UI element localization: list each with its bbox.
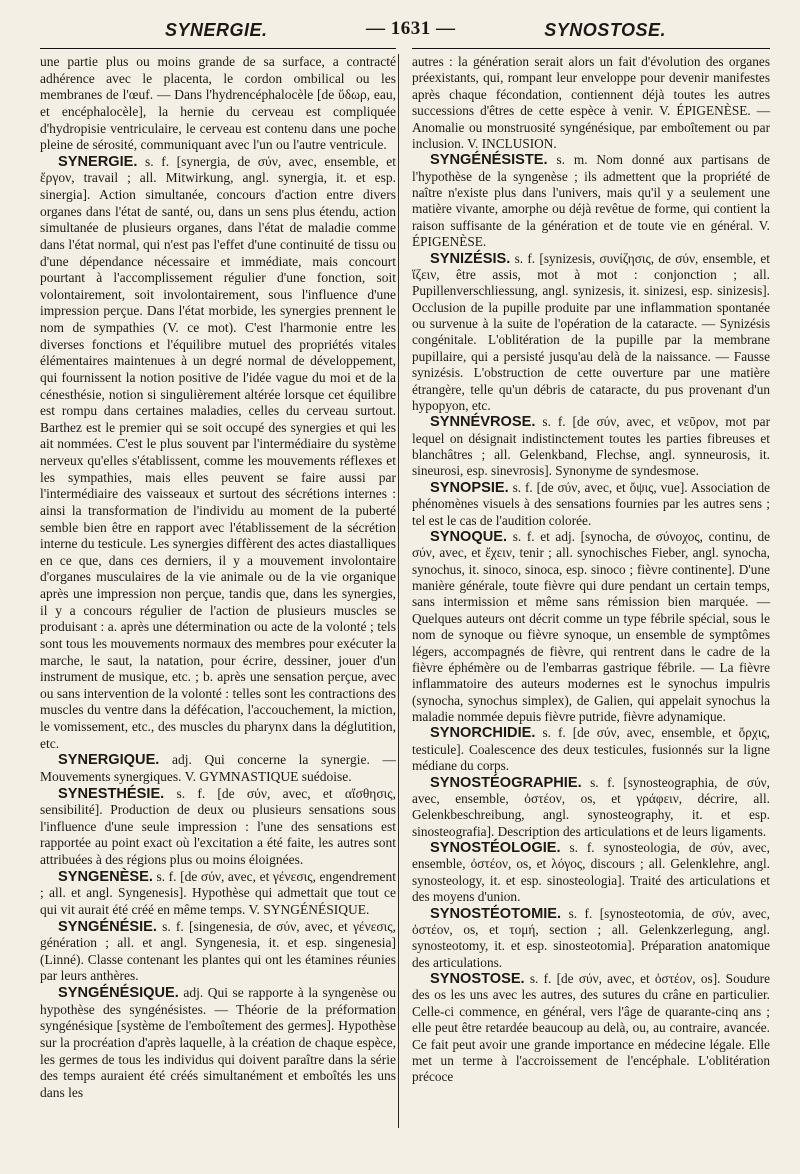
dictionary-entry: [412, 529, 770, 726]
dictionary-entry: [40, 752, 396, 785]
entry-text: s. f. [de σύν, avec, et γένεσις, engendrement ; all. et angl. Syngenesis]. Hypothèse qui admettait que tout ce qui vit aurait été créé en même temps. V. SYNGÉNÉSIQUE.: [40, 868, 396, 917]
entry-text: s. f. synosteologia, de σύν, avec, ensemble, ὀστέον, os, et λόγος, discours ; all. Gelenklehre, angl. synosteology, it. et esp. sinosteologia]. Traité des articulations et des moyens d'union.: [412, 840, 770, 905]
entry-headword: SYNOPSIE.: [430, 479, 509, 496]
column-divider: [398, 54, 399, 1128]
entry-text: s. f. et adj. [synocha, de σύνοχος, continu, de σύν, avec, et ἔχειν, tenir ; all. synochisches Fieber, angl. synocha, synochus, it. sinoco, sinoca, esp. sinoco ; fièvre continente]. D'une manière générale, toute fièvre qui dure pendant un certain temps, sans intermission et même sans rémission bien marquée. — Quelques auteurs ont décrit comme un type fébrile spécial, sous le nom de synoque ou fièvre synoque, un ensemble de symptômes légers, accompagnés de fièvre, qui rentrent dans le cadre de la fièvre éphémère ou de l'embarras gastrique fébrile. — La fièvre inflammatoire des auteurs modernes est le synochus impulris (synocha, synochus simplex), de Galien, qui appelait synochus la maladie nommée depuis fièvre putride, fièvre adynamique.: [412, 528, 771, 724]
dictionary-entry: [412, 152, 770, 250]
header-rule-left: [40, 48, 396, 49]
entry-headword: SYNOSTÉOTOMIE.: [430, 905, 562, 922]
right-column: [412, 54, 770, 1086]
entry-text: s. f. [synosteotomia, de σύν, avec, ὀστέον, os, et τομή, section ; all. Gelenkzerlegung, angl. synosteotomy, it. et esp. sinosteotomia]. Préparation anatomique des articulations.: [412, 905, 771, 970]
entry-headword: SYNERGIE.: [58, 153, 138, 170]
dictionary-entry: [40, 869, 396, 919]
dictionary-entry: [412, 725, 770, 774]
dictionary-entry: [40, 985, 396, 1101]
entry-text: s. f. [synosteographia, de σύν, avec, ensemble, ὀστέον, os, et γράφειν, décrire, all. Gelenkbeschreibung, angl. synosteography, it. et esp. sinosteografia]. Description des articulations et de leurs ligaments.: [412, 774, 770, 839]
entry-headword: SYNOSTÉOLOGIE.: [430, 840, 561, 856]
continued-entry: [412, 54, 770, 152]
dictionary-entry: [412, 251, 770, 415]
dictionary-entry: [412, 840, 770, 906]
entry-headword: SYNGÉNÉSIE.: [58, 918, 157, 935]
entry-text: une partie plus ou moins grande de sa surface, a contracté adhérence avec le placenta, le cordon ombilical ou les membranes de l'œuf. — Dans l'hydrencéphalocèle [de ὕδωρ, eau, et encéphalocèle], la hernie du cerveau est compliquée d'hydropisie ventriculaire, le cerveau est contenu dans une poche pleine de sérosité, communiquant avec l'un ou l'autre ventricule.: [40, 54, 396, 153]
entry-headword: SYNNÉVROSE.: [430, 414, 536, 431]
header-left-guideword: SYNERGIE.: [165, 20, 268, 40]
entry-headword: SYNOSTOSE.: [430, 971, 525, 987]
entry-headword: SYNERGIQUE.: [58, 752, 160, 769]
entry-headword: SYNGENÈSE.: [58, 868, 153, 885]
dictionary-entry: [412, 906, 770, 972]
entry-text: adj. Qui se rapporte à la syngenèse ou hypothèse des syngénésistes. — Théorie de la préformation syngénésique [système de l'emboîtement des germes]. Hypothèse sur la procréation d'après laquelle, à la création de chaque espèce, les germes de tous les individus qui doivent paraître dans la série des temps auraient été créés simultanément et emboîtés les uns dans les: [40, 985, 396, 1100]
dictionary-entry: [40, 786, 396, 869]
page-number: — 1631 —: [366, 18, 456, 39]
entry-text: s. f. [singenesia, de σύν, avec, et γένεσις, génération ; all. et angl. Syngenesia, it. et esp. singenesia] (Linné). Classe contenant les plantes qui ont les étamines réunies par leurs anthères.: [40, 918, 396, 984]
entry-text: s. f. [synizesis, συνίζησις, de σύν, ensemble, et ἵζειν, être assis, mot à mot : conjonction ; all. Pupillenverschliessung, angl. synizesis, it. sinizesi, esp. sinizesis]. Occlusion de la pupille produite par une inflammation spontanée ou survenue à la suite de l'opération de la cataracte. — Synizésis congénitale. L'oblitération de la pupille par la membrane pupillaire, qui a persisté jusqu'au delà de la naissance. — Fausse synizésis. L'obstruction de cette ouverture par une matière étrangère, telle qu'un débris de cataracte, du pus provenant d'un hypopyon, etc.: [412, 250, 770, 413]
entry-text: s. f. [de σύν, avec, et ὀστέον, os]. Soudure des os les uns avec les autres, des sutures du crâne en particulier. Celle-ci commence, en général, vers l'âge de quarante-cinq ans ; elle peut être retardée beaucoup au delà, ou, au contraire, avancée. Ce fait peut avoir une grande importance en médecine légale. Elle met un terme à l'accroissement de l'encéphale. L'oblitération précoce: [412, 971, 771, 1085]
entry-headword: SYNOSTÉOGRAPHIE.: [430, 774, 582, 791]
dictionary-entry: [40, 919, 396, 986]
dictionary-entry: [40, 154, 396, 753]
header-rule-right: [412, 48, 770, 49]
dictionary-entry: [412, 775, 770, 841]
entry-headword: SYNGÉNÉSIQUE.: [58, 985, 179, 1001]
entry-headword: SYNIZÉSIS.: [430, 250, 511, 267]
entry-headword: SYNOQUE.: [430, 528, 508, 545]
entry-text: s. f. [de σύν, avec, ensemble, et ὄρχις, testicule]. Coalescence des deux testicules, fusionnés sur la ligne médiane du corps.: [412, 725, 770, 774]
entry-text: adj. Qui concerne la synergie. — Mouvements synergiques. V. GYMNASTIQUE suédoise.: [40, 752, 396, 784]
header-right-guideword: SYNOSTOSE.: [544, 20, 666, 40]
entry-text: s. f. [synergia, de σύν, avec, ensemble, et ἔργον, travail ; all. Mitwirkung, angl. synergia, it. et esp. sinergia]. Action simultanée, concours d'action entre divers organes dans l'état de santé, ou, dans un sens plus étendu, action simultanée de plusieurs organes, dans l'état de maladie comme dans l'état normal, qui n'est pas l'effet d'une continuité de tissu ou d'une dépendance nécessaire et immédiate, mais concourt pourtant à l'accomplissement régulier d'une fonction, soit volontairement, soit involontairement, sous l'influence d'une impression perçue. Dans l'état morbide, les synergies prennent le nom de sympathies (V. ce mot). C'est l'harmonie entre les diverses fonctions et l'équilibre mutuel des propriétés vitales élémentaires maintenues à un degré normal de développement, qui fournissent la notion positive de l'idée vague du moi et de la cénesthésie, notion si singulièrement altérée lorsque cet équilibre est rompu dans certaines maladies, celles du cerveau surtout. Barthez est le premier qui se soit occupé des synergies et qui les ait nommées. C'est le plus souvent par l'intermédiaire du système nerveux qu'elles s'établissent, comme les mouvements réflexes et les sympathies, mais elles peuvent se faire aussi par l'intermédiaire des vaisseaux et surtout des sécrétions internes : ainsi la transformation de l'individu au moment de la puberté semble bien être en rapport avec l'établissement de la sécrétion interne du testicule. Les synergies diffèrent des actes diastalliques en ce que, dans ces derniers, il y a mouvement involontaire d'organes musculaires de la vie animale ou de la vie organique après une impression non perçue, tandis que, dans les synergies, il y a concours régulier de l'action de plusieurs muscles se produisant : a. après une détermination ou acte de la volonté ; tels sont tous les mouvements normaux des membres pour exécuter la marche, le saut, la natation, pour écrire, dessiner, jouer d'un instrument de musique, etc. ; b. après une sensation perçue, avec ou sans intervention de la volonté : telles sont les contractions des muscles du ventre dans la défécation, l'accouchement, la miction, le vomissement, etc., des muscles du pharynx dans la déglutition, etc.: [40, 153, 397, 751]
dictionary-entry: [412, 414, 770, 480]
entry-text: s. m. Nom donné aux partisans de l'hypothèse de la syngenèse ; ils admettent que la propriété de naître n'existe plus dans l'univers, mais qu'il y a seulement une matière vivante, amorphe ou déjà revêtue de forme, qui contient la raison suffisante de la génération et de toute vie en général. V. ÉPIGENÈSE.: [412, 152, 771, 250]
entry-headword: SYNESTHÉSIE.: [58, 785, 165, 802]
dictionary-entry: [412, 480, 770, 529]
continued-entry: [40, 54, 396, 154]
left-column: [40, 54, 396, 1101]
entry-text: autres : la génération serait alors un fait d'évolution des organes préexistants, qui, rompant leur enveloppe pour devenir manifestes après chaque fécondation, contiennent déjà toutes les autres successions d'êtres de cette espèce à venir. V. ÉPIGENÈSE. — Anomalie ou monstruosité syngénésique, par emboîtement ou par inclusion. V. INCLUSION.: [412, 54, 770, 151]
running-header: [38, 14, 762, 48]
entry-text: s. f. [de σύν, avec, et νεῦρον, mot par lequel on désignait indistinctement toutes les parties fibreuses et blanchâtres ; all. Gelenkband, Flechse, angl. synneurosis, it. sineurosi, esp. sinevrosis]. Synonyme de syndesmose.: [412, 414, 770, 479]
entry-headword: SYNORCHIDIE.: [430, 725, 536, 742]
entry-headword: SYNGÉNÉSISTE.: [430, 152, 548, 169]
entry-text: s. f. [de σύν, avec, et ὄψις, vue]. Association de phénomènes visuels à des sensations fournies par les autres sens ; tel est le cas de l'audition colorée.: [412, 479, 770, 528]
dictionary-entry: [412, 971, 770, 1086]
entry-text: s. f. [de σύν, avec, et αἴσθησις, sensibilité]. Production de deux ou plusieurs sensations sous l'influence d'une seule impression : l'une des sensations est rapportée au point exact où l'excitation a été faite, les autres sont attribuées à des régions plus ou moins éloignées.: [40, 785, 396, 867]
